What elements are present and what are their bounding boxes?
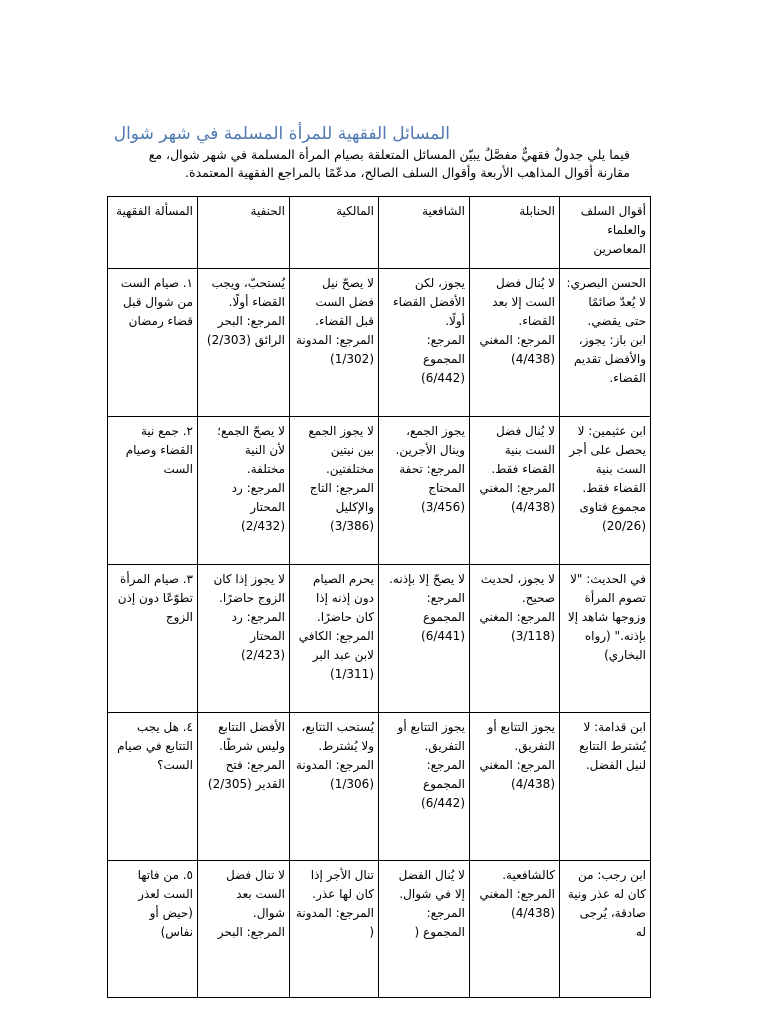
table-cell: لا يصحّ نيل فضل الست قبل القضاء. المرجع: المدونة (1/302) bbox=[290, 269, 379, 417]
table-cell: تنال الأجر إذا كان لها عذر. المرجع: المدونة ( bbox=[290, 861, 379, 998]
header-cell: الحنابلة bbox=[470, 197, 560, 269]
table-cell: يجوز، لكن الأفضل القضاء أولًا. المرجع: المجموع (6/442) bbox=[379, 269, 470, 417]
header-cell: أقوال السلف والعلماء المعاصرين bbox=[560, 197, 651, 269]
table-header-row bbox=[108, 197, 651, 269]
table-cell: ٣. صيام المرأة تطوّعًا دون إذن الزوج bbox=[108, 565, 198, 713]
table-cell: لا يُنال الفضل إلا في شوال. المرجع: المجموع ( bbox=[379, 861, 470, 998]
table-cell: ٢. جمع نية القضاء وصيام الست bbox=[108, 417, 198, 565]
table-cell: لا يجوز إذا كان الزوج حاضرًا. المرجع: رد المحتار (2/423) bbox=[198, 565, 290, 713]
table-row bbox=[108, 417, 651, 565]
table-row bbox=[108, 565, 651, 713]
table-cell: لا يصحّ الجمع؛ لأن النية مختلفة. المرجع: رد المحتار (2/432) bbox=[198, 417, 290, 565]
table-cell: ٤. هل يجب التتابع في صيام الست؟ bbox=[108, 713, 198, 861]
table-cell: ابن قدامة: لا يُشترط التتابع لنيل الفضل. bbox=[560, 713, 651, 861]
table-cell: ٥. من فاتها الست لعذر (حيض أو نفاس) bbox=[108, 861, 198, 998]
table-cell: الحسن البصري: لا يُعدّ صائمًا حتى يقضي. ابن باز: يجوز، والأفضل تقديم القضاء. bbox=[560, 269, 651, 417]
table-cell: لا يجوز الجمع بين نيتين مختلفتين. المرجع: التاج والإكليل (3/386) bbox=[290, 417, 379, 565]
table-cell: ١. صيام الست من شوال قبل قضاء رمضان bbox=[108, 269, 198, 417]
table-cell: يجوز التتابع أو التفريق. المرجع: المغني (4/438) bbox=[470, 713, 560, 861]
table-cell: يُستحب التتابع، ولا يُشترط. المرجع: المدونة (1/306) bbox=[290, 713, 379, 861]
header-cell: المالكية bbox=[290, 197, 379, 269]
header-cell: المسألة الفقهية bbox=[108, 197, 198, 269]
table-cell: لا يُنال فضل الست بنية القضاء فقط. المرجع: المغني (4/438) bbox=[470, 417, 560, 565]
table-cell: الأفضل التتابع وليس شرطًا. المرجع: فتح القدير (2/305) bbox=[198, 713, 290, 861]
header-cell: الحنفية bbox=[198, 197, 290, 269]
table-cell: يجوز التتابع أو التفريق. المرجع: المجموع (6/442) bbox=[379, 713, 470, 861]
table-row bbox=[108, 713, 651, 861]
table-cell: في الحديث: "لا تصوم المرأة وزوجها شاهد إلا بإذنه." (رواه البخاري) bbox=[560, 565, 651, 713]
table-cell: ابن عثيمين: لا يحصل على أجر الست بنية القضاء فقط. مجموع فتاوى (20/26) bbox=[560, 417, 651, 565]
table-cell: لا يُنال فضل الست إلا بعد القضاء. المرجع: المغني (4/438) bbox=[470, 269, 560, 417]
table-cell: كالشافعية. المرجع: المغني (4/438) bbox=[470, 861, 560, 998]
fiqh-table bbox=[107, 196, 651, 998]
table-row bbox=[108, 861, 651, 998]
table-row bbox=[108, 269, 651, 417]
table-cell: يُستحبّ، ويجب القضاء أولًا. المرجع: البحر الرائق (2/303) bbox=[198, 269, 290, 417]
page-title: المسائل الفقهية للمرأة المسلمة في شهر شوال bbox=[113, 124, 450, 144]
intro-paragraph: فيما يلي جدولٌ فقهيٌّ مفصَّلٌ يبيّن المسائل المتعلقة بصيام المرأة المسلمة في شهر شوال، مع مقارنة أقوال المذاهب الأربعة وأقوال السلف الصالح، مدعّمًا بالمراجع الفقهية المعتمدة. bbox=[148, 147, 630, 180]
table-cell: لا تنال فضل الست بعد شوال. المرجع: البحر bbox=[198, 861, 290, 998]
table-cell: يجوز الجمع، وينال الأجرين. المرجع: تحفة المحتاج (3/456) bbox=[379, 417, 470, 565]
table-cell: لا يصحّ إلا بإذنه. المرجع: المجموع (6/441) bbox=[379, 565, 470, 713]
table-cell: ابن رجب: من كان له عذر ونية صادقة، يُرجى له bbox=[560, 861, 651, 998]
header-cell: الشافعية bbox=[379, 197, 470, 269]
table-cell: لا يجوز، لحديث صحيح. المرجع: المغني (3/118) bbox=[470, 565, 560, 713]
table-cell: يحرم الصيام دون إذنه إذا كان حاضرًا. المرجع: الكافي لابن عبد البر (1/311) bbox=[290, 565, 379, 713]
